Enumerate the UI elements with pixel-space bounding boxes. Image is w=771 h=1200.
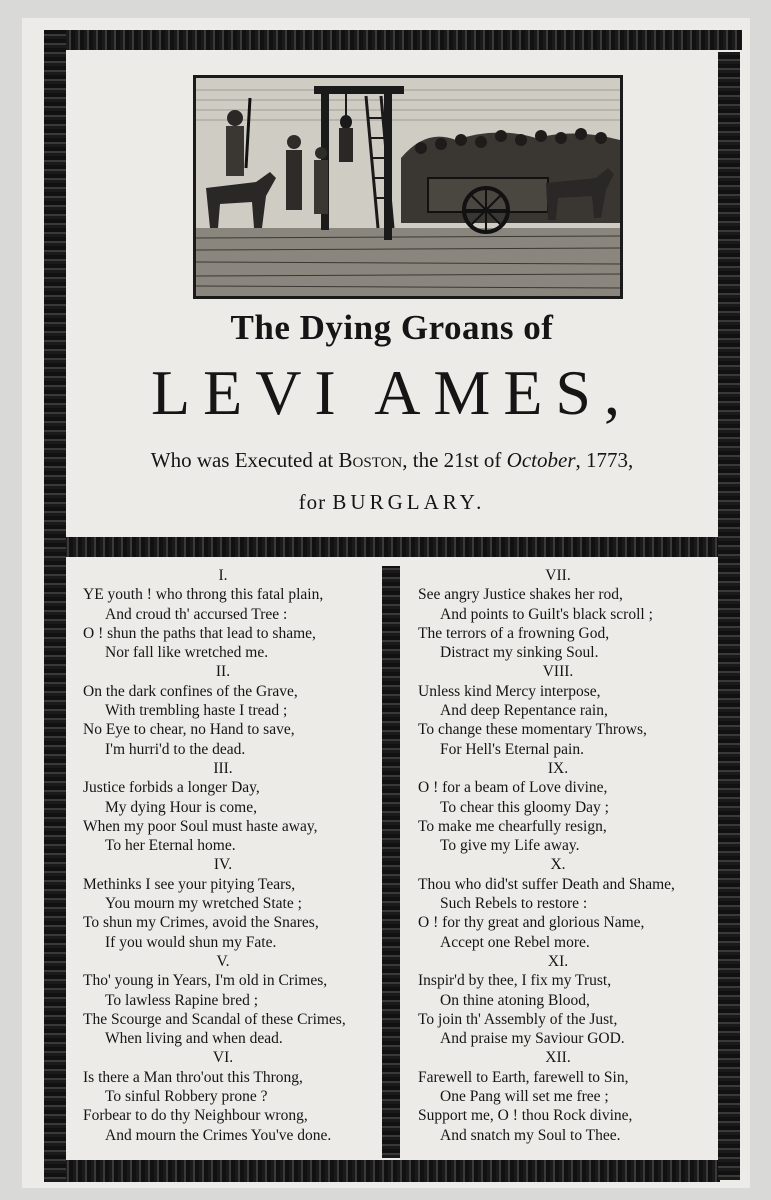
verse-line: Such Rebels to restore : bbox=[440, 895, 588, 913]
verse-line: When my poor Soul must haste away, bbox=[83, 817, 318, 835]
verse-line: See angry Justice shakes her rod, bbox=[418, 586, 623, 604]
verse-line: YE youth ! who throng this fatal plain, bbox=[83, 586, 324, 604]
verse-line: For Hell's Eternal pain. bbox=[440, 740, 584, 758]
verse-line: With trembling haste I tread ; bbox=[105, 702, 288, 720]
left-border bbox=[44, 30, 66, 1182]
execution-city: Boston bbox=[338, 448, 403, 472]
verse-line: Tho' young in Years, I'm old in Crimes, bbox=[83, 972, 328, 990]
verse-line: And croud th' accursed Tree : bbox=[105, 605, 288, 623]
verse-line: No Eye to chear, no Hand to save, bbox=[83, 721, 295, 739]
top-border bbox=[48, 30, 742, 50]
middle-border bbox=[64, 537, 720, 557]
execution-year: , 1773, bbox=[575, 448, 634, 472]
stanza bbox=[418, 1048, 718, 1144]
verse-line: O ! for a beam of Love divine, bbox=[418, 779, 608, 797]
verse-line: When living and when dead. bbox=[105, 1030, 283, 1048]
stanza bbox=[83, 855, 383, 951]
stanza bbox=[83, 566, 383, 662]
stanza-number: VIII. bbox=[542, 663, 574, 681]
verse-line: Unless kind Mercy interpose, bbox=[418, 682, 601, 700]
crime-name: BURGLARY. bbox=[332, 490, 486, 514]
verse-line: And mourn the Crimes You've done. bbox=[105, 1126, 332, 1144]
execution-mid: , the 21st of bbox=[402, 448, 507, 472]
stanza bbox=[83, 662, 383, 758]
verse-line: And points to Guilt's black scroll ; bbox=[440, 605, 653, 623]
verse-line: The Scourge and Scandal of these Crimes, bbox=[83, 1010, 346, 1028]
stanza-number: III. bbox=[213, 759, 233, 777]
execution-line bbox=[64, 448, 720, 473]
bottom-border bbox=[64, 1160, 720, 1182]
stanza bbox=[83, 759, 383, 855]
verse-line: To chear this gloomy Day ; bbox=[440, 798, 609, 816]
stanza-number: XII. bbox=[545, 1049, 571, 1067]
stanza-number: XI. bbox=[547, 952, 569, 970]
verse-line: My dying Hour is come, bbox=[105, 798, 257, 816]
verse-line: And praise my Saviour GOD. bbox=[440, 1030, 625, 1048]
verse-line: And deep Repentance rain, bbox=[440, 702, 608, 720]
verse-line: Thou who did'st suffer Death and Shame, bbox=[418, 875, 675, 893]
stanza-number: VII. bbox=[545, 567, 571, 584]
verse-line: Is there a Man thro'out this Throng, bbox=[83, 1068, 303, 1086]
verse-line: To sinful Robbery prone ? bbox=[105, 1088, 268, 1106]
stanza bbox=[83, 952, 383, 1048]
stanza bbox=[418, 566, 718, 662]
verse-line: On thine atoning Blood, bbox=[440, 991, 590, 1009]
verse-line: To make me chearfully resign, bbox=[418, 817, 607, 835]
execution-woodcut bbox=[193, 75, 623, 299]
verse-line: On the dark confines of the Grave, bbox=[83, 682, 298, 700]
verse-line: To lawless Rapine bred ; bbox=[105, 991, 259, 1009]
verse-line: And snatch my Soul to Thee. bbox=[440, 1126, 621, 1144]
stanza-number: VI. bbox=[212, 1049, 234, 1067]
verse-line: Forbear to do thy Neighbour wrong, bbox=[83, 1107, 308, 1125]
stanza-number: I. bbox=[218, 567, 228, 584]
verse-line: You mourn my wretched State ; bbox=[105, 895, 302, 913]
stanza bbox=[418, 759, 718, 855]
verse-line: One Pang will set me free ; bbox=[440, 1088, 609, 1106]
verse-line: To shun my Crimes, avoid the Snares, bbox=[83, 914, 319, 932]
stanza-number: X. bbox=[550, 856, 566, 874]
stanza bbox=[418, 855, 718, 951]
stanza bbox=[418, 662, 718, 758]
stanza-number: IV. bbox=[213, 856, 233, 874]
verse-line: I'm hurri'd to the dead. bbox=[105, 740, 246, 758]
title-levi-ames: LEVI AMES, bbox=[151, 357, 633, 428]
crime-prefix: for bbox=[298, 490, 333, 514]
verse-line: Inspir'd by thee, I fix my Trust, bbox=[418, 972, 612, 990]
stanza-number: II. bbox=[215, 663, 231, 681]
verse-line: O ! for thy great and glorious Name, bbox=[418, 914, 645, 932]
verse-line: O ! shun the paths that lead to shame, bbox=[83, 624, 316, 642]
verse-line: Accept one Rebel more. bbox=[440, 933, 590, 951]
poem-column-right bbox=[418, 566, 718, 1145]
verse-line: Justice forbids a longer Day, bbox=[83, 779, 260, 797]
verse-line: Nor fall like wretched me. bbox=[105, 644, 269, 662]
title-dying-groans: The Dying Groans of bbox=[230, 308, 554, 347]
verse-line: Distract my sinking Soul. bbox=[440, 644, 599, 662]
poem-column-left bbox=[83, 566, 383, 1145]
right-border bbox=[718, 52, 740, 1180]
verse-line: The terrors of a frowning God, bbox=[418, 624, 610, 642]
stanza-number: IX. bbox=[547, 759, 569, 777]
verse-line: To give my Life away. bbox=[440, 837, 580, 855]
verse-line: To join th' Assembly of the Just, bbox=[418, 1010, 618, 1028]
execution-prefix: Who was Executed at bbox=[150, 448, 339, 472]
stanza-number: V. bbox=[216, 952, 230, 970]
verse-line: To change these momentary Throws, bbox=[418, 721, 647, 739]
execution-month: October bbox=[506, 448, 576, 472]
verse-line: To her Eternal home. bbox=[105, 837, 236, 855]
verse-line: Support me, O ! thou Rock divine, bbox=[418, 1107, 633, 1125]
verse-line: If you would shun my Fate. bbox=[105, 933, 277, 951]
column-divider bbox=[382, 566, 400, 1158]
crime-line bbox=[64, 490, 720, 515]
verse-line: Methinks I see your pitying Tears, bbox=[83, 875, 296, 893]
stanza bbox=[83, 1048, 383, 1144]
verse-line: Farewell to Earth, farewell to Sin, bbox=[418, 1068, 629, 1086]
stanza bbox=[418, 952, 718, 1048]
